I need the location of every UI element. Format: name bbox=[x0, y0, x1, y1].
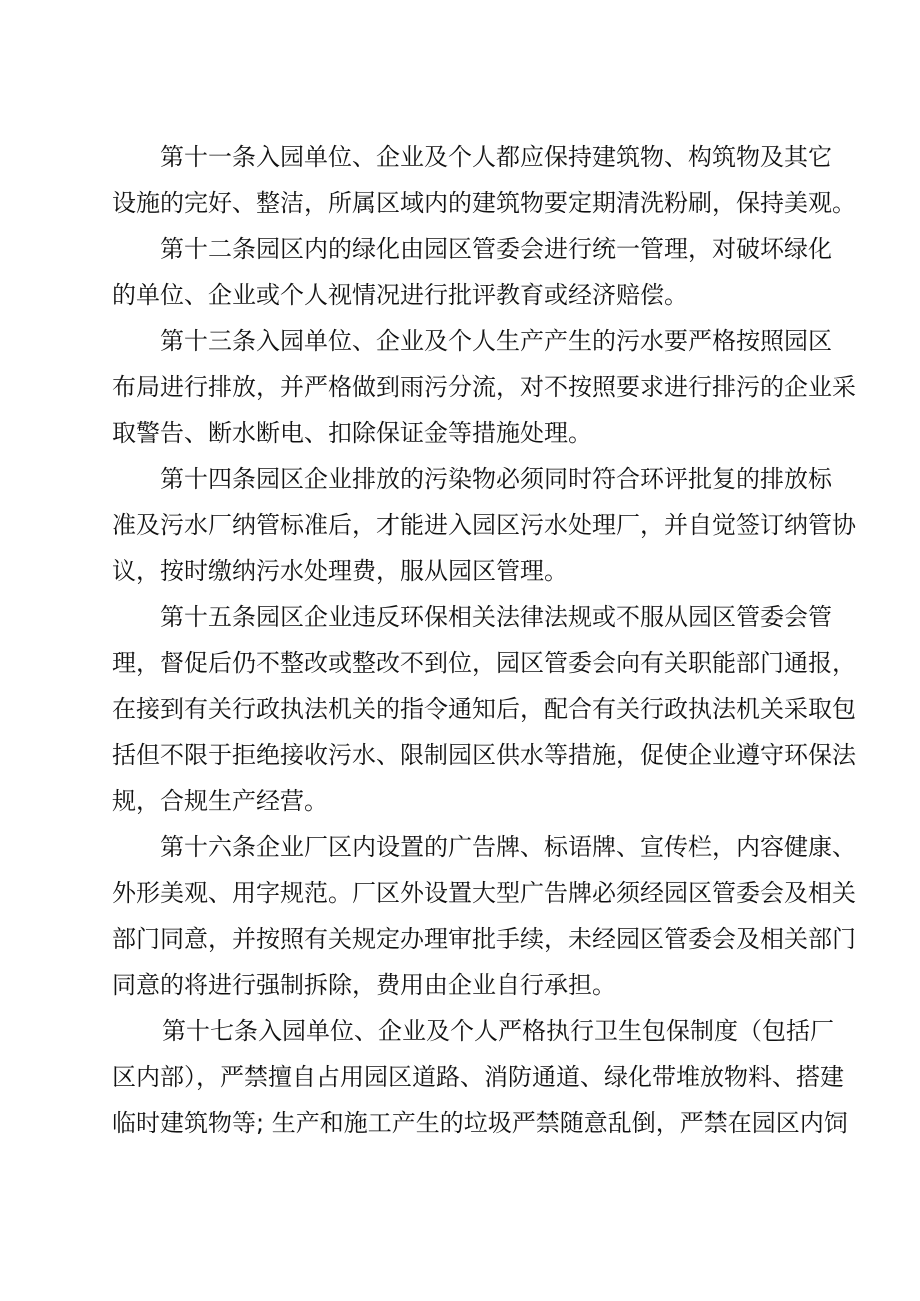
article-15 bbox=[112, 594, 856, 824]
text-line: 规，合规生产经营。 bbox=[112, 787, 328, 815]
text-line: 第十二条园区内的绿化由园区管委会进行统一管理，对破坏绿化 bbox=[160, 235, 832, 263]
text-line: 部门同意，并按照有关规定办理审批手续，未经园区管委会及相关部门 bbox=[112, 925, 856, 953]
text-line: 第十六条企业厂区内设置的广告牌、标语牌、宣传栏，内容健康、 bbox=[160, 833, 856, 861]
text-line: 准及污水厂纳管标准后，才能进入园区污水处理厂，并自觉签订纳管协 bbox=[112, 511, 856, 539]
article-17 bbox=[112, 1008, 848, 1146]
article-12 bbox=[112, 226, 832, 318]
text-line: 第十三条入园单位、企业及个人生产产生的污水要严格按照园区 bbox=[160, 327, 832, 355]
text-line: 第十七条入园单位、企业及个人严格执行卫生包保制度（包括厂 bbox=[162, 1017, 834, 1045]
text-line: 设施的完好、整洁，所属区域内的建筑物要定期清洗粉刷，保持美观。 bbox=[112, 189, 856, 217]
text-line: 括但不限于拒绝接收污水、限制园区供水等措施，促使企业遵守环保法 bbox=[112, 741, 856, 769]
article-16 bbox=[112, 824, 856, 1008]
text-line: 第十四条园区企业排放的污染物必须同时符合环评批复的排放标 bbox=[160, 465, 832, 493]
article-14 bbox=[112, 456, 856, 594]
text-line: 理，督促后仍不整改或整改不到位，园区管委会向有关职能部门通报， bbox=[112, 649, 856, 677]
text-line: 第十五条园区企业违反环保相关法律法规或不服从园区管委会管 bbox=[160, 603, 832, 631]
text-line: 议，按时缴纳污水处理费，服从园区管理。 bbox=[112, 557, 568, 585]
text-line: 的单位、企业或个人视情况进行批评教育或经济赔偿。 bbox=[112, 281, 688, 309]
text-line: 第十一条入园单位、企业及个人都应保持建筑物、构筑物及其它 bbox=[160, 143, 832, 171]
text-line: 临时建筑物等; 生产和施工产生的垃圾严禁随意乱倒，严禁在园区内饲 bbox=[112, 1109, 848, 1137]
article-11 bbox=[112, 134, 856, 226]
text-line: 同意的将进行强制拆除，费用由企业自行承担。 bbox=[112, 971, 616, 999]
text-line: 外形美观、用字规范。厂区外设置大型广告牌必须经园区管委会及相关 bbox=[112, 879, 856, 907]
regulation-text bbox=[112, 134, 856, 1146]
article-13 bbox=[112, 318, 856, 456]
text-line: 布局进行排放，并严格做到雨污分流，对不按照要求进行排污的企业采 bbox=[112, 373, 856, 401]
text-line: 取警告、断水断电、扣除保证金等措施处理。 bbox=[112, 419, 592, 447]
text-line: 区内部），严禁擅自占用园区道路、消防通道、绿化带堆放物料、搭建 bbox=[112, 1063, 844, 1091]
text-line: 在接到有关行政执法机关的指令通知后，配合有关行政执法机关采取包 bbox=[112, 695, 856, 723]
